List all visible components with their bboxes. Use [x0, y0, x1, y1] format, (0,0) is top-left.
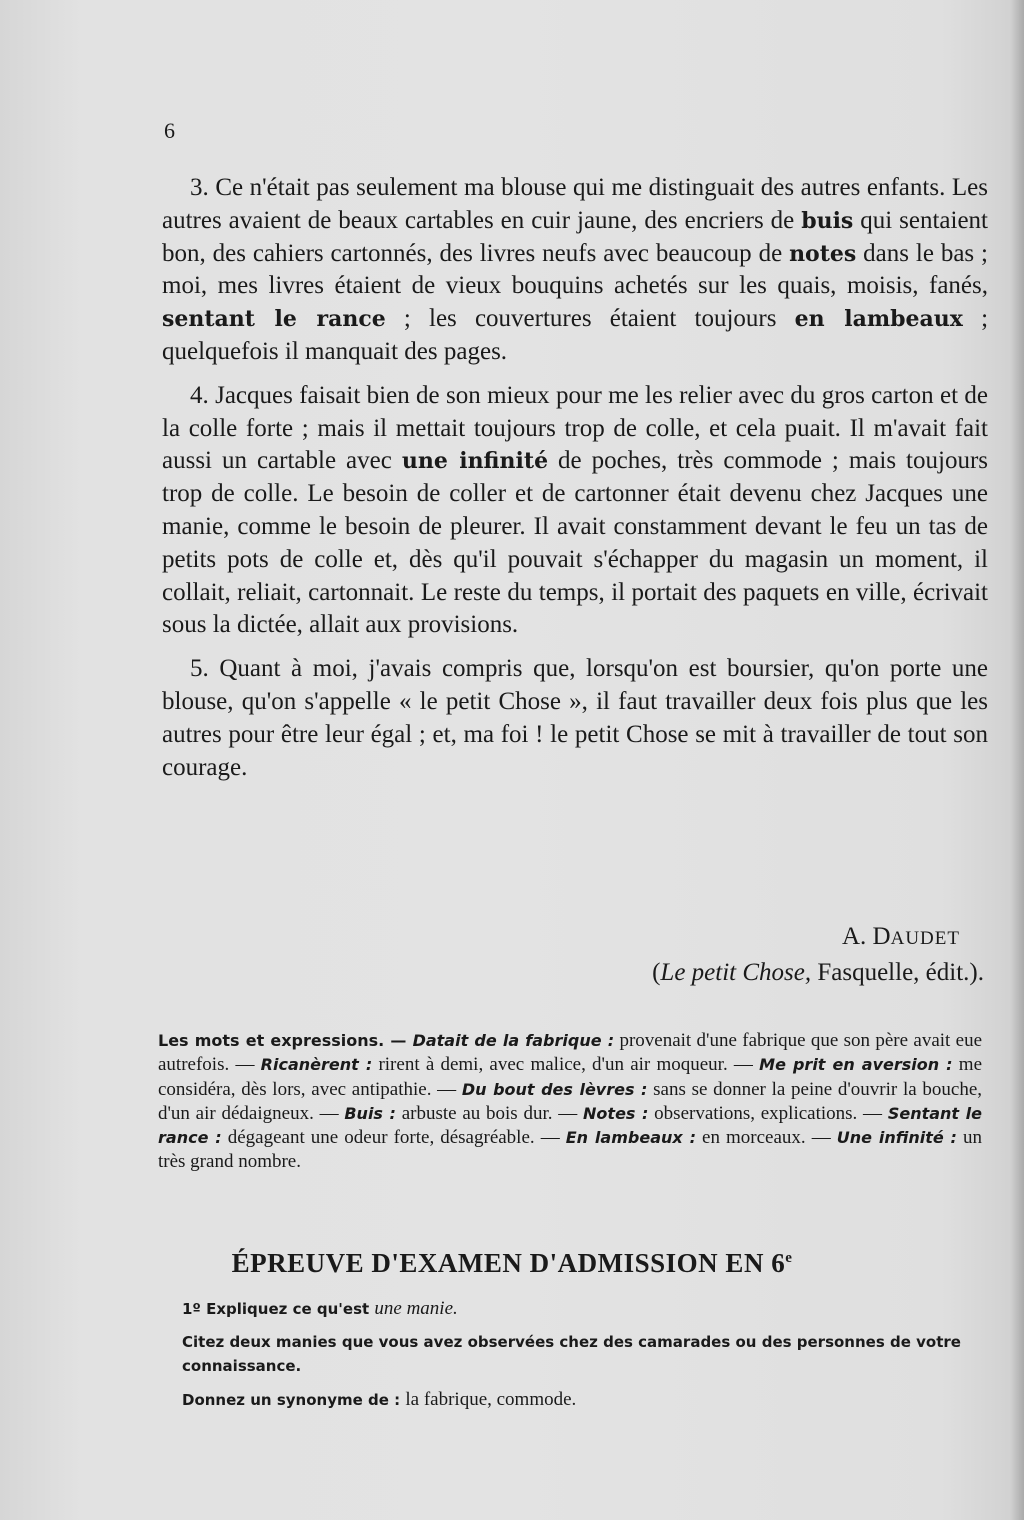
- paragraph-4-text-a: 4. Jacques faisait bien de son mieux pour me les relier avec du gros carton et de la colle forte ; mais il mettait toujours trop de colle, et cela puait. Il m'avait fait aussi un cartable avec: [162, 381, 988, 475]
- page-number: 6: [164, 118, 175, 143]
- bold-une-infinite: une infinité: [401, 448, 549, 475]
- paragraph-3-text-a: 3. Ce n'était pas seulement ma blouse qui me distinguait des autres enfants. Les autres avaient de beaux cartables en cuir jaune, des encriers de: [162, 174, 988, 234]
- glossary-term: Datait de la fabrique :: [412, 1031, 615, 1050]
- page-edge-shadow: [1010, 0, 1024, 1520]
- glossary-definition: en morceaux. —: [695, 1127, 837, 1149]
- paragraph-4-text-c: de poches, très commode ; mais toujours trop de colle. Le besoin de coller et de cartonner était devenu chez Jacques une manie, comme le besoin de pleurer. Il avait constamment devant le feu un tas de petits pots de colle et, dès qu'il pouvait s'échapper du magasin un moment, il collait, reliait, cartonnait. Le reste du temps, il portait des paquets en ville, écrivait sous la dictée, allait aux provisions.: [162, 447, 989, 639]
- glossary-term: Buis :: [344, 1103, 396, 1123]
- bold-buis: buis: [801, 207, 854, 234]
- glossary-definition: un très grand nombre.: [158, 1127, 983, 1173]
- source-citation: [500, 956, 984, 990]
- exam-question-3-plain: la fabrique, commode.: [405, 1389, 577, 1410]
- paragraph-3-text-e: ; les couvertures étaient toujours: [385, 305, 795, 333]
- glossary-definition: observations, explications. —: [648, 1102, 888, 1124]
- glossary-definition: dégageant une odeur forte, désagréable. —: [221, 1127, 566, 1149]
- exam-questions: [182, 1296, 982, 1421]
- paragraph-5: 5. Quant à moi, j'avais compris que, lorsqu'on est boursier, qu'on porte une blouse, qu'on s'appelle « le petit Chose », il faut travailler deux fois plus que les autres pour être leur égal ; et, ma foi ! le petit Chose se mit à travailler de tout son courage.: [162, 655, 988, 781]
- author-name: [500, 920, 984, 956]
- glossary-term: En lambeaux :: [565, 1128, 696, 1148]
- exam-title: [0, 1248, 1024, 1279]
- exam-title-superscript: e: [785, 1250, 793, 1266]
- glossary-term: Ricanèrent :: [260, 1055, 373, 1075]
- paragraph-3: [162, 172, 988, 369]
- main-text: [162, 172, 988, 795]
- glossary-definition: sans se donner la peine d'ouvrir la bouche, d'un air dédaigneux. —: [158, 1078, 982, 1124]
- glossary-definition: me considéra, dès lors, avec antipathie. —: [158, 1054, 983, 1100]
- exam-question-3-prefix: Donnez un synonyme de :: [182, 1391, 406, 1409]
- bold-en-lambeaux: en lambeaux: [794, 306, 963, 333]
- glossary-term: Notes :: [583, 1103, 649, 1123]
- author-surname: AUDET: [890, 928, 960, 949]
- exam-question-3: [182, 1387, 982, 1412]
- glossary-definition: arbuste au bois dur. —: [395, 1102, 584, 1124]
- glossary-term: Me prit en aversion :: [759, 1055, 953, 1075]
- bold-sentant-le-rance: sentant le rance: [162, 306, 386, 333]
- exam-question-1-italic: une manie.: [374, 1298, 458, 1319]
- author-initial: A. D: [842, 923, 891, 950]
- exam-question-1-prefix: 1º Expliquez ce qu'est: [182, 1300, 375, 1318]
- bold-notes: notes: [789, 240, 857, 267]
- citation-open-paren: (: [652, 959, 661, 986]
- paragraph-3-text-f: ; quelquefois il manquait des pages.: [162, 305, 989, 365]
- paragraph-4: [162, 380, 988, 642]
- work-title: Le petit Chose,: [660, 959, 812, 986]
- publisher: Fasquelle, édit.).: [811, 959, 984, 986]
- glossary-term: Sentant le rance :: [158, 1103, 982, 1148]
- paragraph-3-text-d: dans le bas ; moi, mes livres étaient de vieux bouquins achetés sur les quais, moisis, fanés,: [162, 239, 989, 300]
- glossary-term: Une infinité :: [836, 1128, 957, 1148]
- exam-question-2: Citez deux manies que vous avez observées chez des camarades ou des personnes de votre connaissance.: [182, 1333, 961, 1375]
- glossary-term: Du bout des lèvres :: [461, 1079, 648, 1099]
- glossary-definition: rirent à demi, avec malice, d'un air moqueur. —: [372, 1054, 760, 1076]
- attribution: [500, 920, 984, 990]
- exam-question-1: [182, 1296, 982, 1321]
- exam-title-text: ÉPREUVE D'EXAMEN D'ADMISSION EN 6: [231, 1248, 786, 1278]
- paragraph-3-text-c: qui sentaient bon, des cahiers cartonnés, des livres neufs avec beaucoup de: [162, 206, 988, 267]
- glossary-lead: Les mots et expressions. —: [158, 1031, 413, 1050]
- glossary-definition: provenait d'une fabrique que son père avait eue autrefois. —: [158, 1030, 983, 1076]
- glossary: [158, 1029, 982, 1175]
